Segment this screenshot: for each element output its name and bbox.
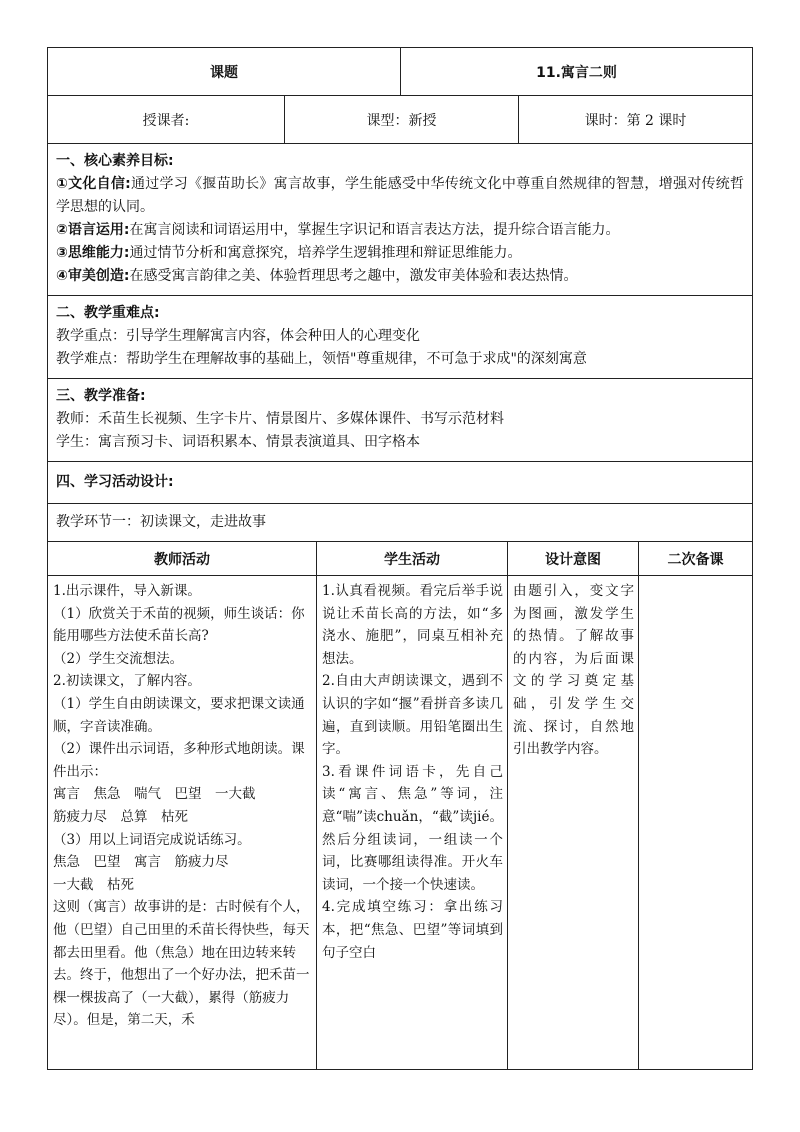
- section-activity-design: [48, 462, 752, 504]
- lesson-table: [47, 47, 753, 1070]
- lesson-plan: [47, 47, 753, 1070]
- vocab-line: 寓言 焦急 喘气 巴望 一大截: [53, 786, 256, 803]
- goal-item: ④审美创造:在感受寓言韵律之美、体验哲理思考之趣中，激发审美体验和表达热情。: [56, 268, 578, 284]
- vocab-line: 焦急 巴望 寓言 筋疲力尽: [53, 854, 229, 871]
- teacher-label: 授课者:: [142, 112, 190, 129]
- second-prep-cell: [638, 576, 752, 1069]
- topic-label: 课题: [210, 64, 238, 81]
- teacher-prep-line: 教师：禾苗生长视频、生字卡片、情景图片、多媒体课件、书写示范材料: [56, 411, 504, 427]
- student-step: 4.完成填空练习：拿出练习本，把“焦急、巴望”等词填到句子空白: [322, 899, 503, 961]
- teacher-step: 2.初读课文，了解内容。: [53, 673, 201, 690]
- story-paragraph: 这则（寓言）故事讲的是：古时候有个人，他（巴望）自己田里的禾苗长得快些，每天都去田里看。他（焦急）地在田边转来转去。终于，他想出了一个好办法，把禾苗一棵一棵拔高了（一大截），累得（筋疲力尽）。但是，第二天，禾: [53, 899, 310, 1029]
- lesson-time: 课时：第 2 课时: [518, 96, 752, 143]
- teacher-step: （2）学生交流想法。: [53, 650, 184, 667]
- goal-item: ③思维能力:通过情节分析和寓意探究，培养学生逻辑推理和辩证思维能力。: [56, 245, 522, 261]
- col-header-notes: 二次备课: [638, 542, 752, 575]
- vocab-line: 一大截 枯死: [53, 876, 134, 893]
- student-step: 1.认真看视频。看完后举手说说让禾苗长高的方法，如“多浇水、施肥”，同桌互相补充想法。: [322, 583, 503, 667]
- teacher-step: 1.出示课件，导入新课。: [53, 583, 201, 599]
- difficult-point-line: 教学难点：帮助学生在理解故事的基础上，领悟"尊重规律，不可急于求成"的深刻寓意: [56, 351, 587, 367]
- design-intent-text: 由题引入，变文字为图画，激发学生的热情。了解故事的内容，为后面课文的学习奠定基础，引发学生交流、探讨，自然地引出教学内容。: [513, 583, 634, 758]
- section-key-points: [48, 296, 752, 379]
- lesson-type: 课型：新授: [284, 96, 518, 143]
- section-title: 三、教学准备:: [56, 388, 146, 404]
- teacher-step: （1）欣赏关于禾苗的视频，师生谈话：你能用哪些方法使禾苗长高?: [53, 605, 305, 645]
- design-intent-cell: [507, 576, 638, 1069]
- key-point-line: 教学重点：引导学生理解寓言内容，体会种田人的心理变化: [56, 328, 420, 344]
- teacher-step: （3）用以上词语完成说话练习。: [53, 831, 251, 848]
- topic-row: [48, 48, 752, 96]
- topic-value: 11.寓言二则: [400, 48, 752, 95]
- activity-table-body: [48, 576, 752, 1070]
- teaching-stage: [48, 504, 752, 542]
- activity-table-header: [48, 542, 752, 576]
- col-header-student: 学生活动: [316, 542, 507, 575]
- stage-title: 教学环节一：初读课文，走进故事: [56, 514, 266, 530]
- col-header-intent: 设计意图: [507, 542, 638, 575]
- student-prep-line: 学生：寓言预习卡、词语积累本、情景表演道具、田字格本: [56, 434, 420, 450]
- info-row: [48, 96, 752, 144]
- student-step: 3.看课件词语卡，先自己读“寓言、焦急”等词，注意“喘”读chuǎn，“截”读jié。然后分组读词，一组读一个词，比赛哪组读得准。开火车读词，一个接一个快速读。: [322, 763, 503, 893]
- section-title: 一、核心素养目标:: [56, 153, 174, 169]
- teacher-step: （1）学生自由朗读课文，要求把课文读通顺，字音读准确。: [53, 695, 305, 735]
- goal-item: ②语言运用:在寓言阅读和词语运用中，掌握生字识记和语言表达方法，提升综合语言能力。: [56, 222, 620, 238]
- teacher-step: （2）课件出示词语，多种形式地朗读。课件出示：: [53, 741, 305, 780]
- section-title: 二、教学重难点:: [56, 305, 160, 321]
- goal-item: ①文化自信:通过学习《揠苗助长》寓言故事，学生能感受中华传统文化中尊重自然规律的智慧，增强对传统哲学思想的认同。: [56, 176, 745, 215]
- vocab-line: 筋疲力尽 总算 枯死: [53, 808, 188, 825]
- student-activity-cell: [316, 576, 507, 1069]
- section-title: 四、学习活动设计:: [56, 474, 174, 490]
- section-core-goals: [48, 144, 752, 296]
- student-step: 2.自由大声朗读课文，遇到不认识的字如“揠”看拼音多读几遍，直到读顺。用铅笔圈出生字。: [322, 673, 503, 758]
- teacher-activity-cell: [48, 576, 316, 1069]
- section-preparation: [48, 379, 752, 462]
- col-header-teacher: 教师活动: [154, 551, 210, 568]
